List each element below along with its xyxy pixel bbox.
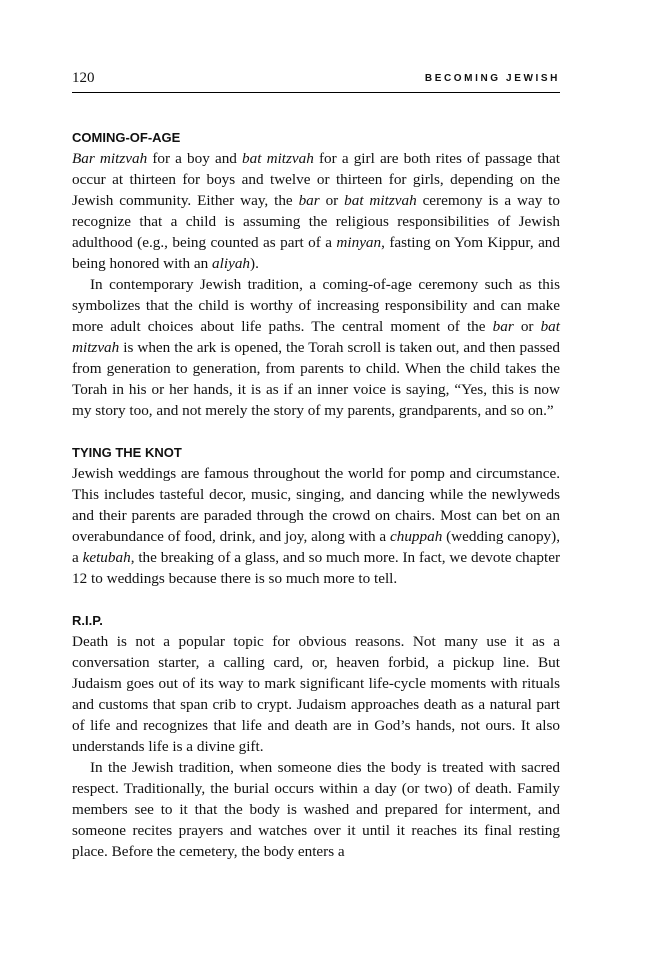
italic-term: Bar mitzvah xyxy=(72,150,148,167)
italic-term: minyan xyxy=(336,234,382,251)
text-run: is when the ark is opened, the Torah scroll is taken out, and then passed from generation to generation, from parents to child. When the child takes the Torah in his or her hands, it is as if an inner voice is saying, “Yes, this is now my story too, and not merely the story of my parents, grandparents, and so on.” xyxy=(72,339,560,419)
italic-term: bat mitzvah xyxy=(242,150,314,167)
text-run: , fasting on Yom Kippur, and being honored with an xyxy=(72,234,560,272)
section xyxy=(72,442,560,589)
page-number: 120 xyxy=(72,70,95,86)
text-run: Death is not a popular topic for obvious reasons. Not many use it as a conversation starter, a calling card, or, heaven forbid, a pickup line. But Judaism goes out of its way to mark significant life-cycle moments with rituals and customs that span crib to crypt. Judaism approaches death as a natural part of life and recognizes that life and death are in God’s hands, not ours. It also understands life is a divine gift. xyxy=(72,633,560,755)
section xyxy=(72,127,560,421)
paragraph xyxy=(72,757,560,862)
italic-term: bar xyxy=(492,318,514,335)
italic-term: ketubah xyxy=(82,549,131,566)
text-run: or xyxy=(513,318,541,335)
italic-term: chuppah xyxy=(389,528,443,545)
text-run: Jewish weddings are famous throughout the world for pomp and circumstance. This includes tasteful decor, music, singing, and dancing while the newlyweds and their parents are paraded through the crowd on chairs. Most can bet on an overabundance of food, drink, and joy, along with a xyxy=(72,465,560,545)
page-header xyxy=(72,70,560,93)
section-heading: R.I.P. xyxy=(72,613,103,628)
text-run: or xyxy=(319,192,345,209)
text-run: for a girl are both rites of passage that occur at thirteen for boys and twelve or thirteen for girls, depending on the Jewish community. Either way, the xyxy=(72,150,560,209)
italic-term: bar xyxy=(298,192,320,209)
section-heading: COMING-OF-AGE xyxy=(72,130,181,145)
paragraph xyxy=(72,463,560,589)
section xyxy=(72,610,560,862)
italic-term: bat mitzvah xyxy=(72,318,560,356)
text-run: In contemporary Jewish tradition, a coming-of-age ceremony such as this symbolizes that the child is worthy of increasing responsibility and can make more adult choices about life paths. The central moment of the xyxy=(72,276,560,335)
italic-term: aliyah xyxy=(212,255,251,272)
text-run: ). xyxy=(250,255,259,272)
running-head: BECOMING JEWISH xyxy=(424,73,560,84)
paragraph xyxy=(72,631,560,757)
paragraph xyxy=(72,148,560,274)
paragraph xyxy=(72,274,560,421)
main-text xyxy=(72,127,560,883)
text-run: In the Jewish tradition, when someone dies the body is treated with sacred respect. Traditionally, the burial occurs within a day (or two) of death. Family members see to it that the body is washed and prepared for interment, and someone recites prayers and watches over it until it reaches its final resting place. Before the cemetery, the body enters a xyxy=(72,759,560,860)
text-run: ceremony is a way to recognize that a child is assuming the religious responsibilities of Jewish adulthood (e.g., being counted as part of a xyxy=(72,192,560,251)
text-run: , the breaking of a glass, and so much more. In fact, we devote chapter 12 to weddings because there is so much more to tell. xyxy=(72,549,561,587)
italic-term: bat mitzvah xyxy=(344,192,417,209)
section-heading: TYING THE KNOT xyxy=(72,445,182,460)
text-run: for a boy and xyxy=(147,150,243,167)
text-run: (wedding canopy), a xyxy=(72,528,560,566)
